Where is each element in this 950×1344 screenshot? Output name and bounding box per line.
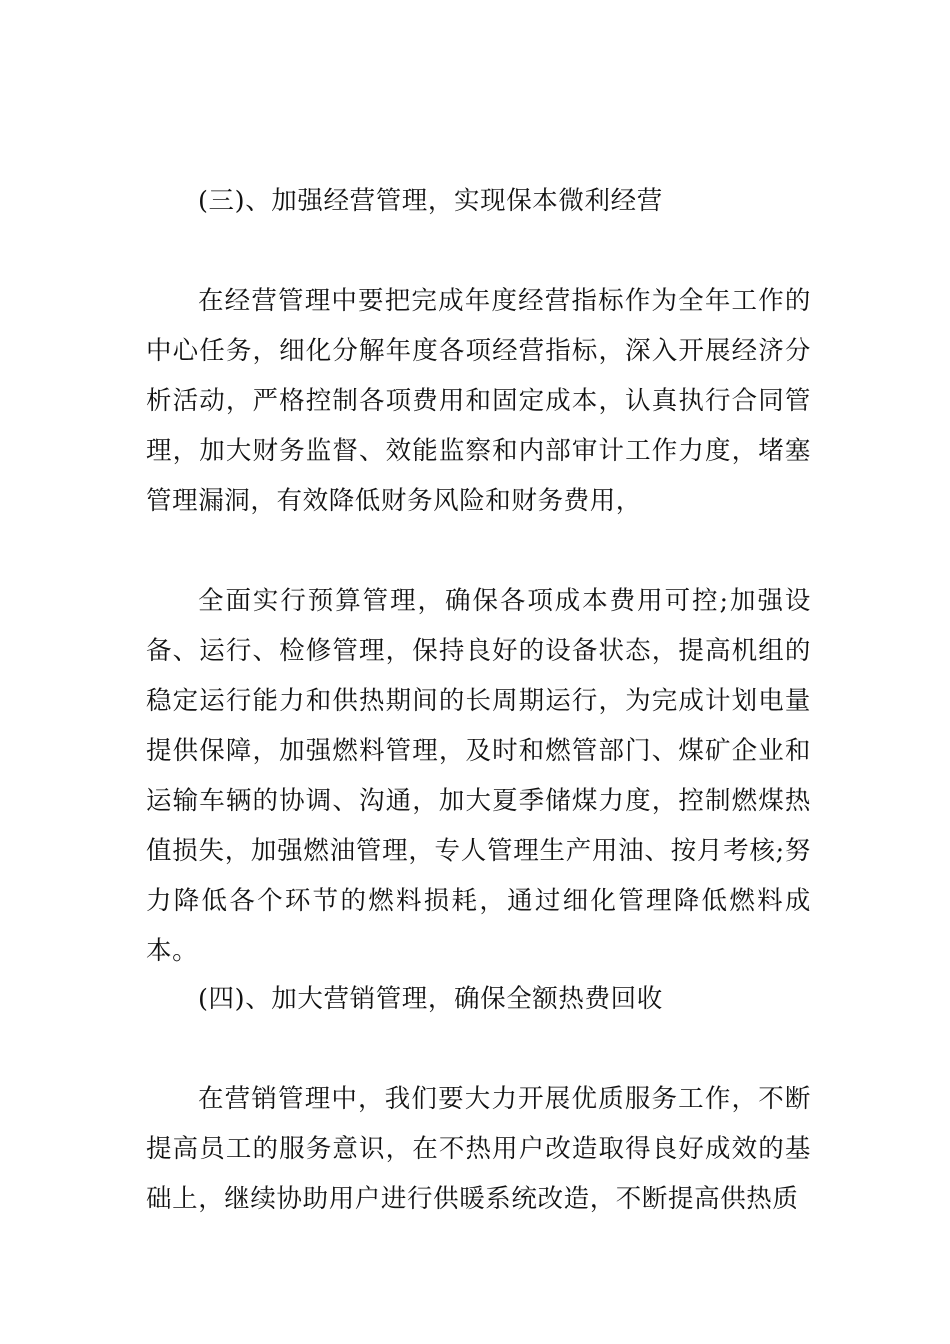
section-heading-3: (三)、加强经营管理，实现保本微利经营 [198, 186, 663, 216]
paragraph-budget-management: 全面实行预算管理，确保各项成本费用可控;加强设备、运行、检修管理，保持良好的设备状态，提高机组的稳定运行能力和供热期间的长周期运行，为完成计划电量提供保障，加强燃料管理，及时和燃管部门、煤矿企业和运输车辆的协调、沟通，加大夏季储煤力度，控制燃煤热值损失，加强燃油管理，专人管理生产用油、按月考核;努力降低各个环节的燃料损耗，通过细化管理降低燃料成本。 [146, 586, 811, 966]
paragraph-marketing-management: 在营销管理中，我们要大力开展优质服务工作，不断提高员工的服务意识，在不热用户改造取得良好成效的基础上，继续协助用户进行供暖系统改造，不断提高供热质 [146, 1084, 811, 1214]
section-heading-4: (四)、加大营销管理，确保全额热费回收 [198, 984, 663, 1014]
paragraph-operations-management: 在经营管理中要把完成年度经营指标作为全年工作的中心任务，细化分解年度各项经营指标，深入开展经济分析活动，严格控制各项费用和固定成本，认真执行合同管理，加大财务监督、效能监察和内部审计工作力度，堵塞管理漏洞，有效降低财务风险和财务费用， [146, 286, 811, 516]
